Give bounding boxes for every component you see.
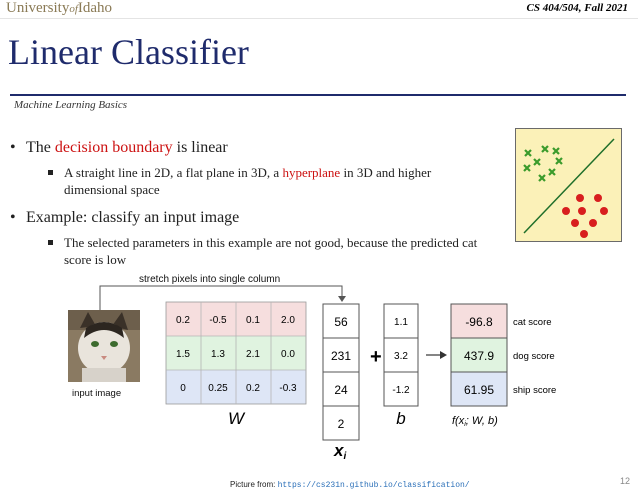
picture-caption: Picture from: https://cs231n.github.io/classification/ [230,480,470,490]
weight-matrix [166,302,306,404]
score-label: dog score [513,351,555,362]
x-cell: 56 [334,315,348,329]
slide-subtitle: Machine Learning Basics [14,99,128,111]
b-cell: -1.2 [392,385,410,396]
class-a-crosses [524,146,562,181]
score-label: cat score [513,317,552,328]
input-cat-image [68,310,140,382]
top-bar [0,0,638,19]
w-cell: 0.2 [246,383,260,394]
source-link[interactable]: https://cs231n.github.io/classification/ [277,481,470,490]
out-cell: 61.95 [463,383,495,397]
university-logo: UniversityofIdaho [6,0,113,16]
slide-title: Linear Classifier [8,32,249,72]
plus-sign: + [370,346,382,368]
w-cell: 2.0 [281,315,295,326]
linear-separation-illustration [515,128,622,242]
x-label: xi [334,441,347,462]
x-cell: 2 [337,417,345,431]
sub-bullet-parameters: The selected parameters in this example are not good, because the predicted cat score is low [64,235,494,269]
w-cell: 1.3 [211,349,225,360]
w-cell: 2.1 [246,349,260,360]
w-cell: -0.3 [279,383,297,394]
b-cell: 3.2 [394,351,408,362]
bias-vector [384,304,418,406]
w-cell: 1.5 [176,349,190,360]
w-label: W [227,409,245,428]
linear-score-figure [66,268,570,466]
b-cell: 1.1 [394,317,408,328]
bullet-decision-boundary: • The decision boundary is linear [10,139,228,156]
out-cell: -96.8 [465,315,493,329]
course-label: CS 404/504, Fall 2021 [526,2,628,14]
w-cell: 0 [180,383,186,394]
w-cell: 0.2 [176,315,190,326]
bullet-example: • Example: classify an input image [10,209,240,226]
input-vector [323,304,359,440]
w-cell: 0.25 [208,383,228,394]
sub-bullet-hyperplane: A straight line in 2D, a flat plane in 3D, a hyperplane in 3D and higher dimensional space [64,165,484,199]
out-cell: 437.9 [463,349,495,363]
stretch-label: stretch pixels into single column [139,274,281,285]
b-label: b [396,409,406,428]
function-label: f(xi; W, b) [452,415,498,428]
title-rule [10,94,626,96]
w-cell: -0.5 [209,315,227,326]
decision-line [524,139,614,233]
page-number: 12 [619,476,630,486]
output-scores [451,304,507,406]
w-cell: 0.1 [246,315,260,326]
class-b-dots [562,194,608,238]
x-cell: 24 [334,383,348,397]
x-cell: 231 [330,349,352,363]
w-cell: 0.0 [281,349,295,360]
score-label: ship score [513,385,557,396]
input-image-label: input image [72,388,122,399]
